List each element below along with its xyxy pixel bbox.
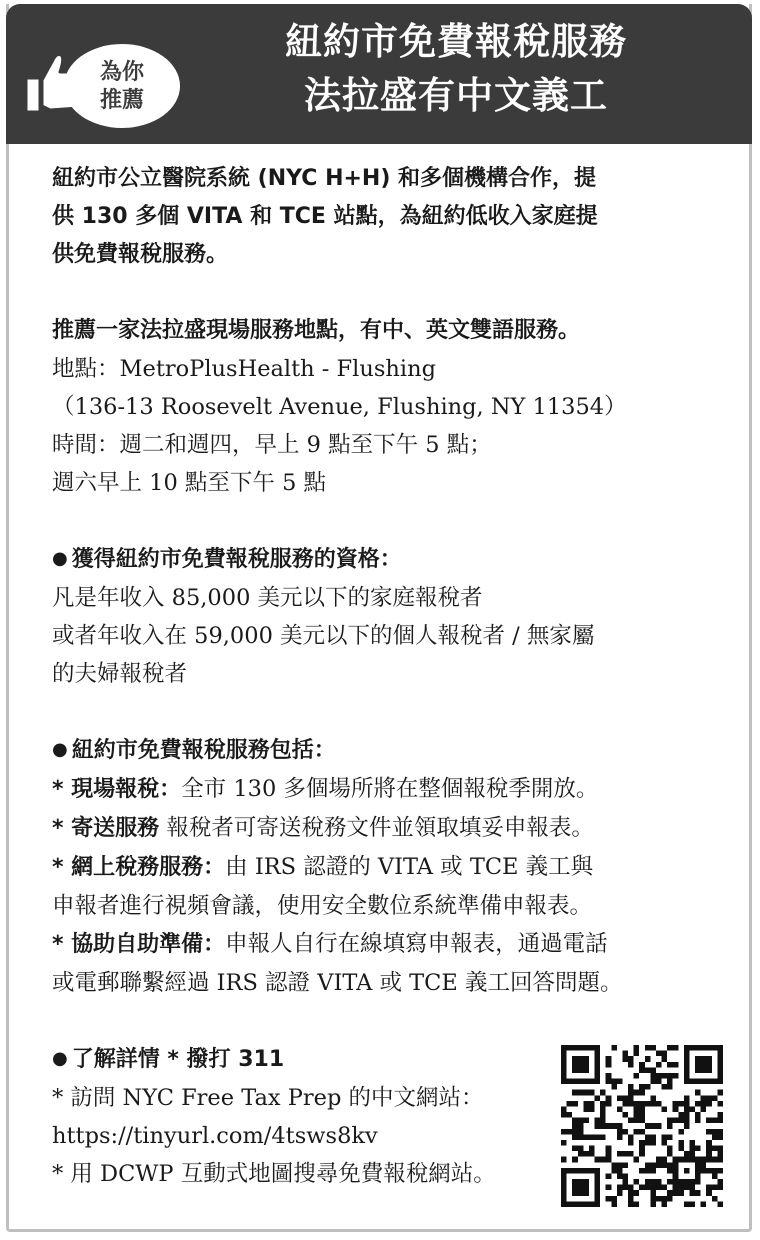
title-line-2: 法拉盛有中文義工 (304, 74, 608, 117)
address-line-1: 地點：MetroPlusHealth - Flushing (52, 356, 436, 382)
intro-line-3: 供免費報稅服務。 (52, 242, 229, 267)
service-item-continued (52, 887, 722, 925)
service-label: * 協助自助準備： (52, 932, 226, 957)
location-heading: 推薦一家法拉盛現場服務地點，有中、英文雙語服務。 (52, 318, 581, 343)
services-heading: ● 紐約市免費報稅服務包括： (52, 731, 722, 770)
hours-line-2: 週六早上 10 點至下午 5 點 (52, 470, 327, 496)
badge-line-1: 為你 (99, 60, 144, 85)
service-item (52, 809, 722, 848)
service-label: * 現場報稅： (52, 777, 182, 802)
map-line: * 用 DCWP 互動式地圖搜尋免費報稅網站。 (52, 1161, 496, 1187)
address-line-2: （136-13 Roosevelt Avenue, Flushing, NY 11354） (52, 394, 627, 420)
header-banner (6, 4, 752, 144)
service-text: 申報者進行視頻會議，使用安全數位系統準備申報表。 (52, 893, 593, 919)
eligibility-line-2: 或者年收入在 59,000 美元以下的個人報稅者 / 無家屬 (52, 623, 595, 649)
hours-line-1: 時間：週二和週四，早上 9 點至下午 5 點； (52, 432, 492, 458)
service-item (52, 925, 722, 964)
eligibility-heading: ● 獲得紐約市免費報稅服務的資格： (52, 540, 722, 579)
service-text: 全市 130 多個場所將在整個報稅季開放。 (181, 776, 599, 802)
service-item (52, 848, 722, 887)
website-url: https://tinyurl.com/4tsws8kv (52, 1123, 378, 1149)
title-line-1: 紐約市免費報稅服務 (285, 20, 627, 63)
service-text: 申報人自行在線填寫申報表，通過電話 (225, 931, 608, 957)
website-line: * 訪問 NYC Free Tax Prep 的中文網站： (52, 1085, 484, 1111)
eligibility-line-3: 的夫婦報稅者 (52, 661, 188, 687)
qr-code[interactable] (561, 1045, 723, 1207)
content-body (52, 160, 722, 1193)
recommend-badge (64, 44, 180, 128)
intro-line-2: 供 130 多個 VITA 和 TCE 站點，為紐約低收入家庭提 (52, 204, 598, 229)
intro-line-1: 紐約市公立醫院系統 (NYC H+H) 和多個機構合作，提 (52, 166, 597, 191)
service-item (52, 770, 722, 809)
more-info-heading: ● 了解詳情 * 撥打 311 (52, 1040, 722, 1079)
service-label: * 寄送服務 (52, 816, 160, 841)
service-text: 或電郵聯繫經過 IRS 認證 VITA 或 TCE 義工回答問題。 (52, 970, 623, 996)
service-text: 由 IRS 認證的 VITA 或 TCE 義工與 (225, 854, 594, 880)
service-text: 報稅者可寄送稅務文件並領取填妥申報表。 (166, 815, 594, 841)
eligibility-line-1: 凡是年收入 85,000 美元以下的家庭報稅者 (52, 585, 483, 611)
badge-line-2: 推薦 (99, 88, 144, 113)
service-item-continued (52, 964, 722, 1002)
service-label: * 網上稅務服務： (52, 855, 226, 880)
